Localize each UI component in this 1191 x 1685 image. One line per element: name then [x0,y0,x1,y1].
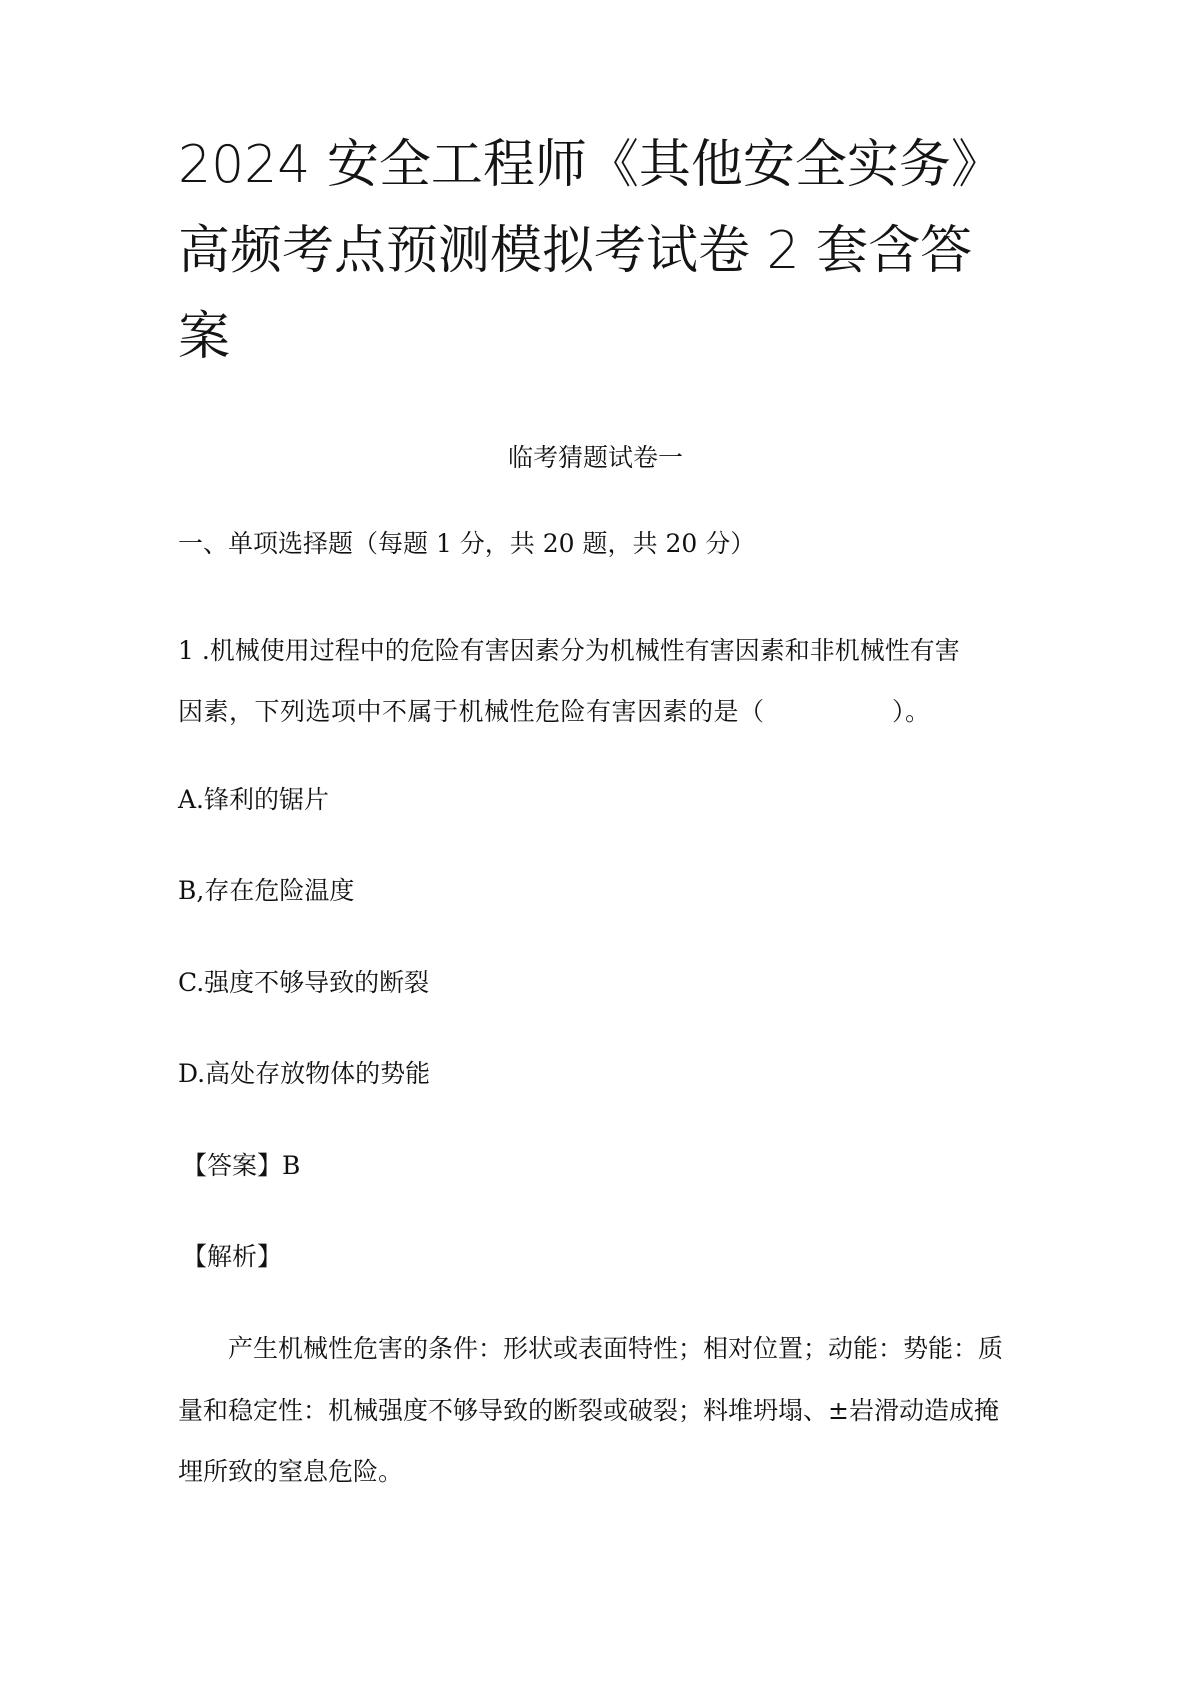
analysis-line-3: 埋所致的窒息危险。 [178,1457,404,1486]
option-d: D.高处存放物体的势能 [178,1059,431,1088]
option-c: C.强度不够导致的断裂 [178,968,430,997]
section-heading: 一、单项选择题（每题 1 分，共 20 题，共 20 分） [178,529,756,558]
question-text-line-1: 1 .机械使用过程中的危险有害因素分为机械性有害因素和非机械性有害 [178,636,960,665]
option-b: B,存在危险温度 [178,876,355,905]
analysis-line-1: 产生机械性危害的条件：形状或表面特性；相对位置；动能：势能：质 [178,1334,1004,1363]
option-a: A.锋利的锯片 [178,785,330,814]
title-line-1: 2024 安全工程师《其他安全实务》 [178,135,1003,195]
document-title [178,122,1038,380]
answer-label: 【答案】B [182,1151,301,1180]
analysis-line-2: 量和稳定性：机械强度不够导致的断裂或破裂；料堆坍塌、±岩滑动造成掩 [178,1396,999,1425]
title-line-3: 案 [178,307,231,367]
analysis-label: 【解析】 [182,1242,283,1271]
question-text-line-2: 因素，下列选项中不属于机械性危险有害因素的是（ ）。 [178,697,931,726]
exam-subtitle: 临考猜题试卷一 [507,443,683,472]
title-line-2: 高频考点预测模拟考试卷 2 套含答 [178,221,973,281]
